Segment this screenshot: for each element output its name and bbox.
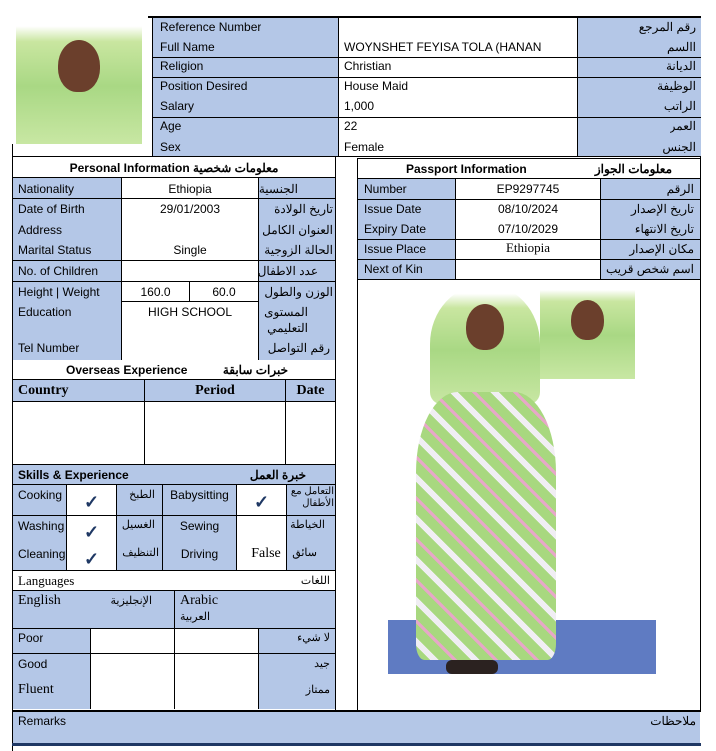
level-fluent-label: Fluent	[18, 682, 54, 697]
level-good-label: Good	[18, 657, 48, 671]
skill-babysitting-label: Babysitting	[170, 488, 229, 502]
issue-place-label-ar: مكان الإصدار	[629, 242, 694, 256]
skill-cooking-label-ar: الطبخ	[129, 489, 155, 501]
face	[571, 300, 604, 340]
passport-size-photo	[540, 282, 635, 379]
nationality-label-ar: الجنسية	[258, 182, 298, 196]
full-name-value: WOYNSHET FEYISA TOLA (HANAN	[344, 40, 542, 54]
skill-babysitting-label-ar: التعامل مع الأطفال	[290, 486, 334, 509]
sex-value: Female	[344, 140, 385, 154]
skills-title-ar: خبرة العمل	[249, 468, 306, 482]
tel-number-label: Tel Number	[18, 341, 80, 355]
english-fluent-cell[interactable]	[91, 682, 174, 709]
passport-title-en: Passport Information	[406, 162, 527, 176]
sandals	[446, 660, 498, 674]
expiry-date-label: Expiry Date	[364, 222, 427, 236]
education-label-ar: المستوى التعليمي	[264, 305, 308, 335]
religion-value: Christian	[344, 59, 392, 73]
next-of-kin-label: Next of Kin	[364, 262, 423, 276]
height-weight-label: Height | Weight	[18, 285, 100, 299]
height-value: 160.0	[140, 285, 171, 299]
children-label-ar: عدد الاطفال	[258, 264, 318, 278]
skill-washing-label: Washing	[18, 519, 65, 533]
skill-sewing-label-ar: الخياطة	[290, 519, 325, 531]
skill-sewing-label: Sewing	[179, 519, 220, 533]
level-poor-label: Poor	[18, 631, 44, 645]
age-label-ar: العمر	[669, 119, 696, 133]
level-fluent-label-ar: ممتاز	[305, 684, 330, 696]
skill-cleaning-check[interactable]: ✓	[83, 551, 100, 567]
salary-label-ar: الراتب	[663, 99, 696, 113]
face	[58, 40, 100, 92]
english-good-cell[interactable]	[91, 654, 174, 682]
language-arabic-ar: العربية	[180, 611, 211, 623]
column-period: Period	[195, 383, 235, 398]
languages-title-en: Languages	[18, 573, 75, 588]
language-arabic: Arabic	[180, 593, 219, 608]
skill-driving-label: Driving	[180, 547, 219, 561]
date-of-birth-label: Date of Birth	[18, 202, 85, 216]
nationality-value: Ethiopia	[168, 182, 212, 196]
age-label: Age	[160, 119, 182, 133]
position-desired-label-ar: الوظيفة	[657, 79, 696, 93]
sex-label: Sex	[160, 140, 181, 154]
skill-babysitting-check[interactable]: ✓	[253, 494, 270, 510]
skill-cooking-check[interactable]: ✓	[83, 494, 100, 510]
column-country: Country	[18, 383, 69, 398]
religion-label: Religion	[160, 59, 204, 73]
skills-title-en: Skills & Experience	[18, 468, 129, 482]
age-value: 22	[344, 119, 358, 133]
sex-label-ar: الجنس	[662, 140, 696, 154]
tel-number-label-ar: رقم التواصل	[267, 341, 330, 355]
level-good-label-ar: جيد	[314, 658, 330, 670]
next-of-kin-label-ar: اسم شخص قريب	[605, 262, 694, 276]
skill-driving-label-ar: سائق	[292, 547, 317, 559]
skill-washing-check[interactable]: ✓	[83, 524, 100, 540]
full-name-label: Full Name	[160, 40, 215, 54]
dress	[416, 392, 556, 660]
expiry-date-label-ar: تاريخ الانتهاء	[634, 222, 694, 236]
religion-label-ar: الديانة	[665, 59, 696, 73]
skill-driving-value[interactable]: False	[251, 546, 281, 561]
marital-status-value: Single	[173, 243, 207, 257]
position-desired-label: Position Desired	[160, 79, 248, 93]
face	[466, 304, 504, 350]
issue-date-value: 08/10/2024	[497, 202, 559, 216]
languages-title-ar: اللغات	[300, 575, 330, 587]
reference-number-label-ar: رقم المرجع	[638, 20, 696, 34]
address-label-ar: العنوان الكامل	[262, 223, 333, 237]
arabic-fluent-cell[interactable]	[175, 682, 258, 709]
expiry-date-value: 07/10/2029	[497, 222, 559, 236]
issue-date-label: Issue Date	[364, 202, 422, 216]
remarks-label: Remarks	[18, 714, 67, 728]
candidate-portrait-photo	[16, 16, 142, 144]
english-poor-cell[interactable]	[91, 629, 174, 653]
passport-number-value: EP9297745	[496, 182, 560, 196]
hijab	[430, 284, 540, 404]
level-poor-label-ar: لا شيء	[297, 632, 330, 644]
skill-cleaning-label-ar: التنظيف	[122, 547, 159, 559]
skill-cleaning-label: Cleaning	[18, 547, 66, 561]
address-label: Address	[18, 223, 63, 237]
reference-number-label: Reference Number	[160, 20, 262, 34]
arabic-good-cell[interactable]	[175, 654, 258, 682]
language-english-ar: الإنجليزية	[110, 595, 152, 607]
date-of-birth-value: 29/01/2003	[159, 202, 221, 216]
passport-number-label-ar: الرقم	[666, 182, 694, 196]
remarks-label-ar: ملاحظات	[650, 714, 696, 728]
personal-info-title-ar: معلومات شخصية	[193, 161, 279, 175]
issue-date-label-ar: تاريخ الإصدار	[630, 202, 694, 216]
personal-info-title-en: Personal Information	[69, 161, 190, 175]
position-desired-value: House Maid	[344, 79, 409, 93]
skill-cooking-label: Cooking	[18, 488, 63, 502]
arabic-poor-cell[interactable]	[175, 629, 258, 653]
salary-label: Salary	[160, 99, 195, 113]
personal-info-title	[13, 160, 335, 176]
education-label: Education	[18, 305, 72, 319]
nationality-label: Nationality	[18, 182, 75, 196]
salary-value: 1,000	[344, 99, 375, 113]
weight-value: 60.0	[212, 285, 236, 299]
language-english: English	[18, 593, 61, 608]
passport-title-ar: معلومات الجواز	[594, 162, 672, 176]
passport-number-label: Number	[364, 182, 407, 196]
full-name-label-ar: االسم	[666, 40, 696, 54]
remarks-field[interactable]	[13, 712, 700, 743]
issue-place-value: Ethiopia	[505, 240, 551, 255]
skill-washing-label-ar: الغسيل	[121, 519, 155, 531]
height-weight-label-ar: الوزن والطول	[264, 285, 333, 299]
education-value: HIGH SCHOOL	[147, 305, 232, 319]
marital-status-label-ar: الحالة الزوجية	[264, 243, 333, 257]
overseas-title-ar: خبرات سابقة	[222, 363, 288, 377]
children-label: No. of Children	[18, 264, 99, 278]
date-of-birth-label-ar: تاريخ الولادة	[274, 202, 333, 216]
marital-status-label: Marital Status	[18, 243, 92, 257]
overseas-title-en: Overseas Experience	[66, 363, 188, 377]
column-date: Date	[296, 383, 325, 398]
issue-place-label: Issue Place	[364, 242, 427, 256]
